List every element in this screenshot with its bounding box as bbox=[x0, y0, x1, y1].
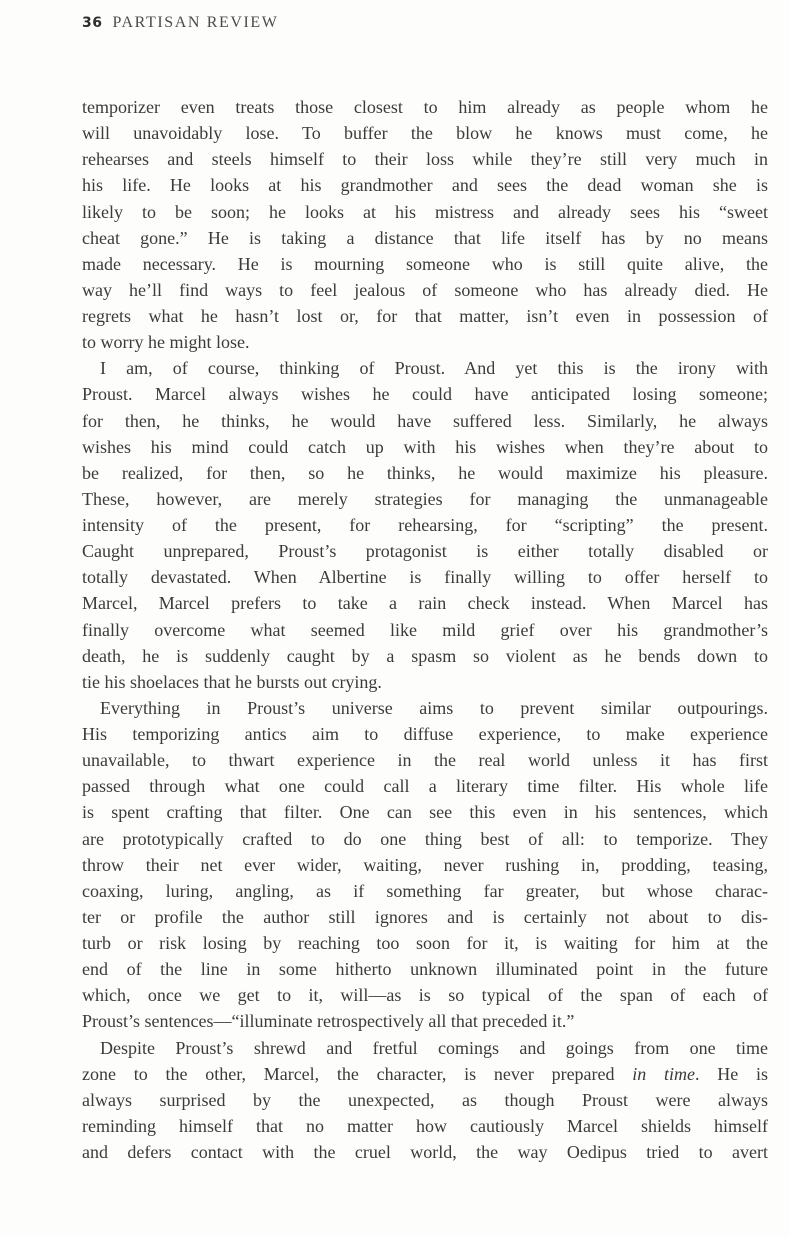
text-line: coaxing, luring, angling, as if something far greater, but whose charac- bbox=[82, 880, 768, 901]
text-segment: . He is bbox=[695, 1063, 768, 1084]
text-line: temporizer even treats those closest to him already as people whom he bbox=[82, 97, 768, 117]
text-line: his life. He looks at his grandmother and sees the dead woman she is bbox=[82, 175, 768, 196]
text-line: for then, he thinks, he would have suffered less. Similarly, he always bbox=[82, 410, 768, 431]
text-line: end of the line in some hitherto unknown illuminated point in the future bbox=[82, 959, 768, 980]
text-line bbox=[82, 1061, 768, 1087]
text-line: finally overcome what seemed like mild grief over his grandmother’s bbox=[82, 619, 768, 640]
paragraph bbox=[82, 355, 768, 695]
text-line: unavailable, to thwart experience in the real world unless it has first bbox=[82, 750, 768, 771]
text-segment: zone to the other, Marcel, the character, is never prepared bbox=[82, 1063, 633, 1084]
text-line: Caught unprepared, Proust’s protagonist is either totally disabled or bbox=[82, 541, 768, 562]
text-line: These, however, are merely strategies for managing the unmanageable bbox=[82, 488, 768, 509]
paragraph bbox=[82, 695, 768, 1035]
text-line: rehearses and steels himself to their loss while they’re still very much in bbox=[82, 149, 768, 170]
text-line: always surprised by the unexpected, as though Proust were always bbox=[82, 1089, 768, 1110]
text-line: cheat gone.” He is taking a distance that life itself has by no means bbox=[82, 227, 768, 248]
text-line: turb or risk losing by reaching too soon for it, is waiting for him at the bbox=[82, 933, 768, 953]
text-line: to worry he might lose. bbox=[82, 332, 250, 353]
text-line: likely to be soon; he looks at his mistress and already sees his “sweet bbox=[82, 201, 768, 222]
text-line: tie his shoelaces that he bursts out crying. bbox=[82, 671, 382, 692]
text-line: Proust. Marcel always wishes he could have anticipated losing someone; bbox=[82, 384, 768, 405]
text-line: are prototypically crafted to do one thing best of all: to temporize. They bbox=[82, 828, 768, 849]
text-line: reminding himself that no matter how cautiously Marcel shields himself bbox=[82, 1115, 768, 1136]
journal-title: PARTISAN REVIEW bbox=[112, 14, 279, 31]
text-line: be realized, for then, so he thinks, he would maximize his pleasure. bbox=[82, 462, 768, 483]
text-line: regrets what he hasn’t lost or, for that matter, isn’t even in possession of bbox=[82, 306, 768, 326]
text-line: is spent crafting that filter. One can see this even in his sentences, which bbox=[82, 802, 768, 823]
text-line: wishes his mind could catch up with his wishes when they’re about to bbox=[82, 436, 768, 457]
text-line: will unavoidably lose. To buffer the blow he knows must come, he bbox=[82, 123, 768, 144]
text-line: Everything in Proust’s universe aims to prevent similar outpourings. bbox=[100, 697, 768, 718]
text-line: intensity of the present, for rehearsing, for “scripting” the present. bbox=[82, 515, 768, 535]
text-line: His temporizing antics aim to diffuse experience, to make experience bbox=[82, 724, 768, 744]
text-line: Despite Proust’s shrewd and fretful comings and goings from one time bbox=[100, 1037, 768, 1058]
text-line: way he’ll find ways to feel jealous of someone who has already died. He bbox=[82, 279, 768, 300]
running-header bbox=[82, 14, 279, 38]
text-line: throw their net ever wider, waiting, never rushing in, prodding, teasing, bbox=[82, 854, 768, 875]
italic-emphasis: in time bbox=[632, 1063, 696, 1084]
text-line: which, once we get to it, will—as is so typical of the span of each of bbox=[82, 985, 768, 1006]
text-line: Marcel, Marcel prefers to take a rain check instead. When Marcel has bbox=[82, 593, 768, 614]
text-line: made necessary. He is mourning someone who is still quite alive, the bbox=[82, 253, 768, 274]
text-line: ter or profile the author still ignores and is certainly not about to dis- bbox=[82, 906, 768, 927]
text-line: totally devastated. When Albertine is finally willing to offer herself to bbox=[82, 567, 768, 588]
paragraph bbox=[82, 1035, 768, 1166]
text-line: and defers contact with the cruel world, the way Oedipus tried to avert bbox=[82, 1142, 768, 1162]
page-number: 36 bbox=[82, 15, 103, 31]
article-body bbox=[82, 94, 768, 1165]
text-line: passed through what one could call a literary time filter. His whole life bbox=[82, 776, 768, 797]
paragraph bbox=[82, 94, 768, 355]
text-line: death, he is suddenly caught by a spasm so violent as he bends down to bbox=[82, 645, 768, 666]
text-line: Proust’s sentences—“illuminate retrospectively all that preceded it.” bbox=[82, 1011, 575, 1032]
text-line: I am, of course, thinking of Proust. And yet this is the irony with bbox=[100, 358, 768, 379]
